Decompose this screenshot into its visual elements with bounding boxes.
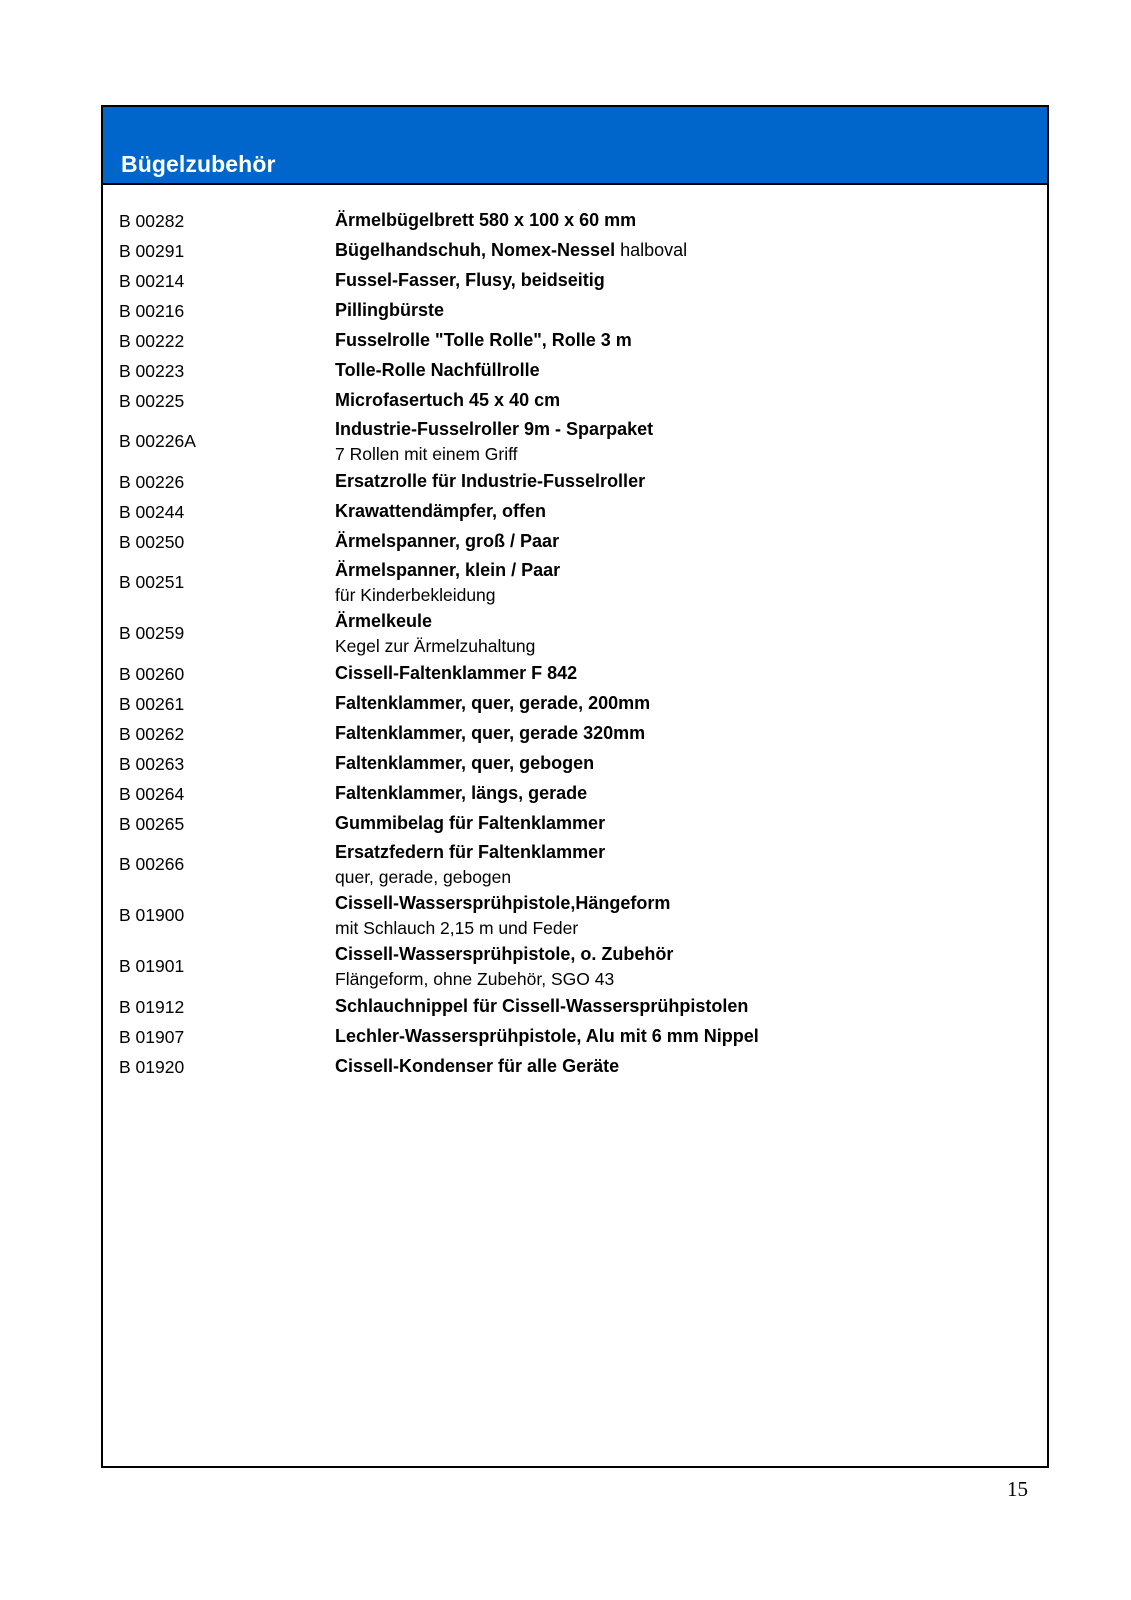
item-description bbox=[335, 1054, 1047, 1080]
item-description-main bbox=[335, 298, 1035, 324]
item-description-bold: Cissell-Wassersprühpistole,Hängeform bbox=[335, 893, 671, 914]
item-row bbox=[103, 497, 1047, 527]
item-row bbox=[103, 386, 1047, 416]
item-description-bold: Faltenklammer, quer, gerade, 200mm bbox=[335, 693, 651, 714]
item-description-main bbox=[335, 1054, 1035, 1080]
item-description-sub: mit Schlauch 2,15 m und Feder bbox=[335, 917, 579, 938]
item-description-main bbox=[335, 358, 1035, 384]
item-code: B 00226 bbox=[119, 471, 185, 492]
item-description-main bbox=[335, 417, 1035, 443]
item-description-bold: Lechler-Wassersprühpistole, Alu mit 6 mm Nippel bbox=[335, 1026, 759, 1047]
item-row bbox=[103, 719, 1047, 749]
item-row bbox=[103, 557, 1047, 608]
item-description-main bbox=[335, 942, 1035, 968]
section-banner bbox=[103, 107, 1047, 185]
item-description-main bbox=[335, 661, 1035, 687]
item-description-main bbox=[335, 891, 1035, 917]
item-description bbox=[335, 609, 1047, 658]
item-description-bold: Fussel-Fasser, Flusy, beidseitig bbox=[335, 270, 605, 291]
item-row bbox=[103, 941, 1047, 992]
item-description bbox=[335, 691, 1047, 717]
item-description bbox=[335, 469, 1047, 495]
item-description-bold: Microfasertuch 45 x 40 cm bbox=[335, 390, 561, 411]
item-row bbox=[103, 992, 1047, 1022]
item-description-bold: Ärmelspanner, groß / Paar bbox=[335, 531, 560, 552]
item-code: B 00261 bbox=[119, 693, 185, 714]
item-description-main bbox=[335, 208, 1035, 234]
item-description-bold: Krawattendämpfer, offen bbox=[335, 501, 547, 522]
item-description bbox=[335, 238, 1047, 264]
item-description bbox=[335, 661, 1047, 687]
item-row bbox=[103, 809, 1047, 839]
item-description-bold: Faltenklammer, quer, gerade 320mm bbox=[335, 723, 646, 744]
item-description-bold: Ersatzrolle für Industrie-Fusselroller bbox=[335, 471, 646, 492]
item-description-main bbox=[335, 469, 1035, 495]
item-description bbox=[335, 811, 1047, 837]
item-row bbox=[103, 689, 1047, 719]
item-code: B 01920 bbox=[119, 1056, 185, 1077]
item-description-bold: Pillingbürste bbox=[335, 300, 445, 321]
item-code: B 00265 bbox=[119, 813, 185, 834]
item-description-sub: 7 Rollen mit einem Griff bbox=[335, 443, 518, 464]
item-code: B 00264 bbox=[119, 783, 185, 804]
item-description-sub: Kegel zur Ärmelzuhaltung bbox=[335, 635, 536, 656]
item-description-bold: Faltenklammer, quer, gebogen bbox=[335, 753, 595, 774]
item-description bbox=[335, 721, 1047, 747]
item-row bbox=[103, 236, 1047, 266]
item-description bbox=[335, 891, 1047, 940]
item-description bbox=[335, 1024, 1047, 1050]
item-row bbox=[103, 749, 1047, 779]
item-row bbox=[103, 890, 1047, 941]
item-row bbox=[103, 659, 1047, 689]
item-code: B 00216 bbox=[119, 300, 185, 321]
item-code: B 00263 bbox=[119, 753, 185, 774]
catalog-page-frame bbox=[101, 105, 1049, 1468]
item-code: B 00226A bbox=[119, 431, 196, 452]
item-description bbox=[335, 751, 1047, 777]
item-row bbox=[103, 608, 1047, 659]
item-description-bold: Tolle-Rolle Nachfüllrolle bbox=[335, 360, 540, 381]
item-description bbox=[335, 840, 1047, 889]
item-description-main bbox=[335, 238, 1035, 264]
item-description-bold: Ärmelkeule bbox=[335, 611, 433, 632]
item-description bbox=[335, 417, 1047, 466]
item-description-sub: für Kinderbekleidung bbox=[335, 584, 496, 605]
section-title: Bügelzubehör bbox=[121, 151, 276, 177]
item-code: B 00262 bbox=[119, 723, 185, 744]
item-code: B 00282 bbox=[119, 210, 185, 231]
item-description-main bbox=[335, 268, 1035, 294]
item-row bbox=[103, 1052, 1047, 1082]
item-row bbox=[103, 779, 1047, 809]
item-description-bold: Cissell-Wassersprühpistole, o. Zubehör bbox=[335, 944, 674, 965]
item-code: B 00259 bbox=[119, 623, 185, 644]
item-row bbox=[103, 326, 1047, 356]
item-row bbox=[103, 356, 1047, 386]
page-number: 15 bbox=[1007, 1477, 1028, 1501]
item-description-main bbox=[335, 751, 1035, 777]
item-description bbox=[335, 358, 1047, 384]
item-description-main bbox=[335, 811, 1035, 837]
item-description-bold: Faltenklammer, längs, gerade bbox=[335, 783, 588, 804]
item-description-bold: Fusselrolle "Tolle Rolle", Rolle 3 m bbox=[335, 330, 632, 351]
item-description-main bbox=[335, 781, 1035, 807]
item-row bbox=[103, 296, 1047, 326]
item-row bbox=[103, 266, 1047, 296]
item-code: B 00250 bbox=[119, 531, 185, 552]
item-description-main bbox=[335, 609, 1035, 635]
item-description-main bbox=[335, 558, 1035, 584]
item-description bbox=[335, 558, 1047, 607]
item-code: B 00214 bbox=[119, 270, 185, 291]
item-code: B 01912 bbox=[119, 996, 185, 1017]
item-code: B 00225 bbox=[119, 390, 185, 411]
item-description-main bbox=[335, 721, 1035, 747]
item-description-main bbox=[335, 691, 1035, 717]
product-item-list bbox=[103, 185, 1047, 1082]
item-description-bold: Ärmelspanner, klein / Paar bbox=[335, 560, 561, 581]
item-row bbox=[103, 206, 1047, 236]
item-description bbox=[335, 994, 1047, 1020]
item-description-bold: Cissell-Faltenklammer F 842 bbox=[335, 663, 578, 684]
item-description-bold: Cissell-Kondenser für alle Geräte bbox=[335, 1056, 620, 1077]
item-description-main bbox=[335, 388, 1035, 414]
item-row bbox=[103, 1022, 1047, 1052]
item-code: B 00244 bbox=[119, 501, 185, 522]
item-description bbox=[335, 529, 1047, 555]
item-row bbox=[103, 467, 1047, 497]
item-description-bold: Industrie-Fusselroller 9m - Sparpaket bbox=[335, 419, 654, 440]
item-description-main bbox=[335, 1024, 1035, 1050]
item-description-bold: Schlauchnippel für Cissell-Wassersprühpistolen bbox=[335, 996, 749, 1017]
item-description-main bbox=[335, 994, 1035, 1020]
item-description-main bbox=[335, 499, 1035, 525]
item-description-bold: Bügelhandschuh, Nomex-Nessel bbox=[335, 240, 616, 261]
item-description bbox=[335, 208, 1047, 234]
item-description bbox=[335, 781, 1047, 807]
item-description bbox=[335, 388, 1047, 414]
item-code: B 00251 bbox=[119, 572, 185, 593]
item-code: B 01907 bbox=[119, 1026, 185, 1047]
item-code: B 00260 bbox=[119, 663, 185, 684]
item-row bbox=[103, 416, 1047, 467]
item-description bbox=[335, 268, 1047, 294]
item-description bbox=[335, 328, 1047, 354]
item-code: B 00266 bbox=[119, 854, 185, 875]
item-description-regular: halboval bbox=[615, 240, 688, 261]
item-code: B 01900 bbox=[119, 905, 185, 926]
item-description-sub: quer, gerade, gebogen bbox=[335, 866, 512, 887]
item-description-main bbox=[335, 840, 1035, 866]
item-row bbox=[103, 839, 1047, 890]
item-description-main bbox=[335, 328, 1035, 354]
item-row bbox=[103, 527, 1047, 557]
item-description-bold: Gummibelag für Faltenklammer bbox=[335, 813, 606, 834]
item-description bbox=[335, 298, 1047, 324]
item-description bbox=[335, 499, 1047, 525]
item-description bbox=[335, 942, 1047, 991]
item-code: B 00291 bbox=[119, 240, 185, 261]
item-description-sub: Flängeform, ohne Zubehör, SGO 43 bbox=[335, 968, 615, 989]
item-description-bold: Ersatzfedern für Faltenklammer bbox=[335, 842, 606, 863]
item-description-bold: Ärmelbügelbrett 580 x 100 x 60 mm bbox=[335, 210, 637, 231]
item-code: B 01901 bbox=[119, 956, 185, 977]
item-description-main bbox=[335, 529, 1035, 555]
item-code: B 00222 bbox=[119, 330, 185, 351]
item-code: B 00223 bbox=[119, 360, 185, 381]
